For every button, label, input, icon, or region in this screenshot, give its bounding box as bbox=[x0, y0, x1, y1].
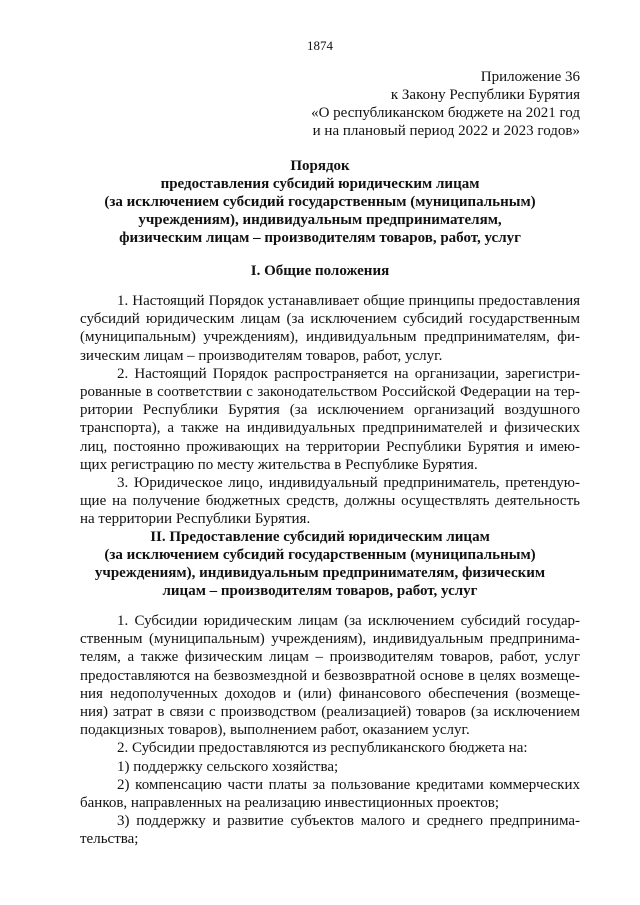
paragraph-line: 3. Юридическое лицо, индивидуальный предприниматель, претендую- bbox=[117, 474, 580, 491]
section-2-heading bbox=[60, 528, 580, 600]
paragraph-line: тельства; bbox=[80, 831, 139, 848]
paragraph-line: 1. Субсидии юридическим лицам (за исключением субсидий государ- bbox=[117, 613, 580, 629]
title-line: предоставления субсидий юридическим лицам bbox=[160, 176, 480, 192]
title-line: физическим лицам – производителям товаров, работ, услуг bbox=[119, 230, 521, 246]
paragraph-line: 3) поддержку и развитие субъектов малого и среднего предпринима- bbox=[117, 813, 580, 830]
appendix-line: и на плановый период 2022 и 2023 годов» bbox=[312, 123, 580, 139]
paragraph-line: телям, а также физическим лицам – производителям товаров, работ, услуг bbox=[80, 649, 580, 666]
paragraph-line: рованные в соответствии с законодательством Российской Федерации на тер- bbox=[80, 383, 580, 400]
title-line: учреждениям), индивидуальным предпринимателям, bbox=[138, 212, 502, 228]
paragraph-line: подакцизных товаров), выполнением работ, оказанием услуг. bbox=[80, 722, 470, 739]
paragraph-line: (муниципальным) учреждениям), индивидуальным предпринимателям, фи- bbox=[80, 329, 580, 346]
paragraph-line: 2) компенсацию части платы за пользование кредитами коммерческих bbox=[117, 776, 580, 793]
section-heading-line: I. Общие положения bbox=[250, 263, 390, 279]
section-1-heading bbox=[60, 262, 580, 280]
paragraph-line: ния недополученных доходов и (или) финансового обеспечения (возмеще- bbox=[80, 685, 580, 702]
paragraph-line: на территории Республики Бурятия. bbox=[80, 511, 311, 528]
section-heading-line: (за исключением субсидий государственным (муниципальным) bbox=[104, 547, 536, 563]
section-heading-line: лицам – производителям товаров, работ, услуг bbox=[162, 583, 478, 599]
section-2-body bbox=[80, 612, 580, 848]
paragraph-line: 2. Настоящий Порядок распространяется на организации, зарегистри- bbox=[117, 365, 580, 382]
paragraph-line: предоставляются на безвозмездной и безвозвратной основе в целях возмеще- bbox=[80, 667, 580, 684]
paragraph-line: зическим лицам – производителям товаров, работ, услуг. bbox=[80, 347, 443, 364]
paragraph-line: транспорта), а также на индивидуальных предпринимателей и физических bbox=[80, 420, 580, 437]
page-number: 1874 bbox=[307, 38, 333, 53]
paragraph-line: ственным (муниципальным) учреждениям), индивидуальным предпринима- bbox=[80, 631, 580, 648]
title-line: Порядок bbox=[290, 158, 350, 174]
section-heading-line: учреждениям), индивидуальным предпринимателям, физическим bbox=[94, 565, 546, 581]
paragraph-line: субсидий юридическим лицам (за исключением субсидий государственным bbox=[80, 311, 580, 328]
title-line: (за исключением субсидий государственным (муниципальным) bbox=[104, 194, 536, 210]
appendix-header bbox=[311, 68, 580, 140]
document-title bbox=[60, 157, 580, 247]
paragraph-line: ритории Республики Бурятия (за исключением организаций воздушного bbox=[80, 402, 580, 419]
paragraph-line: лиц, постоянно проживающих на территории Республики Бурятия и имею- bbox=[80, 438, 580, 455]
paragraph-line: 1) поддержку сельского хозяйства; bbox=[117, 758, 339, 775]
paragraph-line: ния) затрат в связи с производством (реализацией) товаров (за исключением bbox=[80, 703, 580, 720]
appendix-line: к Закону Республики Бурятия bbox=[390, 87, 580, 103]
appendix-line: Приложение 36 bbox=[480, 69, 580, 85]
paragraph-line: банков, направленных на реализацию инвестиционных проектов; bbox=[80, 794, 500, 811]
paragraph-line: щих регистрацию по месту жительства в Республике Бурятия. bbox=[80, 456, 478, 473]
paragraph-line: 1. Настоящий Порядок устанавливает общие принципы предоставления bbox=[117, 293, 580, 309]
paragraph-line: 2. Субсидии предоставляются из республиканского бюджета на: bbox=[117, 740, 528, 757]
paragraph-line: щие на получение бюджетных средств, должны осуществлять деятельность bbox=[80, 493, 580, 510]
appendix-line: «О республиканском бюджете на 2021 год bbox=[311, 105, 580, 121]
section-1-body bbox=[80, 292, 580, 528]
section-heading-line: II. Предоставление субсидий юридическим лицам bbox=[150, 529, 490, 545]
